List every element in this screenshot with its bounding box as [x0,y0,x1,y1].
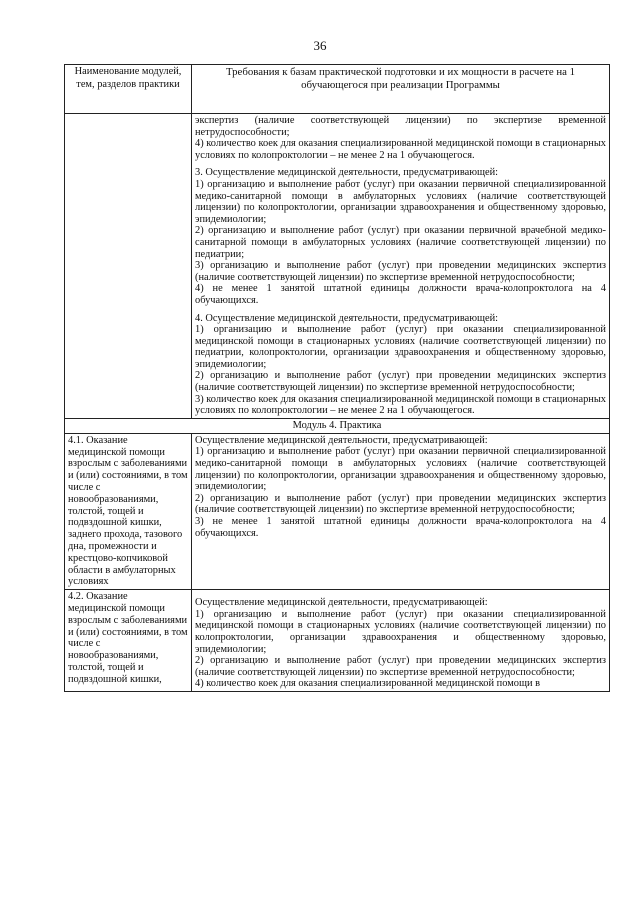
topic-cell: 4.2. Оказание медицинской помощи взрослым с заболеваниями и (или) состояниями, в том числе с новообразованиями, толстой, тощей и подвздошной кишки, [65,590,192,692]
requirement-line: 2) организацию и выполнение работ (услуг) при оказании первичной врачебной медико-санитарной помощи в амбулаторных условиях (наличие соответствующей лицензии) по педиатрии; [195,225,606,260]
requirement-line: Осуществление медицинской деятельности, предусматривающей: [195,597,488,609]
module-title-row [65,418,610,433]
requirement-line: 1) организацию и выполнение работ (услуг) при оказании специализированной медицинской помощи в стационарных условиях (наличие соответствующей лицензии) по педиатрии, колопроктологии, организации здравоохранения и общественному здоровью, эпидемиологии; [195,324,606,370]
header-module-name: Наименование модулей, тем, разделов практики [65,65,192,114]
requirement-line: 3) не менее 1 занятой штатной единицы должности врача-колопроктолога на 4 обучающихся. [195,516,606,539]
requirement-line: экспертиз (наличие соответствующей лицензии) по экспертизе временной нетрудоспособности; [195,115,606,138]
requirement-line: 4) количество коек для оказания специализированной медицинской помощи в стационарных условиях по колопроктологии – не менее 2 на 1 обучающегося. [195,138,606,161]
practice-bases-table [64,64,610,692]
requirement-line: 2) организацию и выполнение работ (услуг) при проведении медицинских экспертиз (наличие соответствующей лицензии) по экспертизе временной нетрудоспособности; [195,370,606,394]
requirement-line: 4) количество коек для оказания специализированной медицинской помощи в [195,678,541,690]
requirement-line: 4. Осуществление медицинской деятельности, предусматривающей: [195,312,499,324]
requirements-cell [192,433,610,589]
table-header-row [65,65,610,114]
requirement-line: Осуществление медицинской деятельности, предусматривающей: [195,434,488,446]
topic-cell-empty [65,114,192,419]
requirement-line: 2) организацию и выполнение работ (услуг) при проведении медицинских экспертиз (наличие соответствующей лицензии) по экспертизе временной нетрудоспособности; [195,655,606,678]
page-number: 36 [313,38,327,53]
header-requirements: Требования к базам практической подготовки и их мощности в расчете на 1 обучающегося при реализации Программы [192,65,610,114]
topic-cell: 4.1. Оказание медицинской помощи взрослым с заболеваниями и (или) состояниями, в том числе с новообразованиями, толстой, тощей и подвздошной кишки, заднего прохода, тазового дна, промежности и крестцово-копчиковой области в амбулаторных условиях [65,433,192,589]
requirement-line: 3) количество коек для оказания специализированной медицинской помощи в стационарных условиях по колопроктологии – не менее 2 на 1 обучающегося. [195,393,606,417]
requirement-line: 3. Осуществление медицинской деятельности, предусматривающей: [195,167,499,179]
requirement-line: 1) организацию и выполнение работ (услуг) при оказании специализированной медицинской помощи в стационарных условиях (наличие соответствующей лицензии) по колопроктологии, организации здравоохранения и общественному здоровью, эпидемиологии; [195,608,606,655]
requirements-cell [192,590,610,692]
requirement-line: 4) не менее 1 занятой штатной единицы должности врача-колопроктолога на 4 обучающихся. [195,283,606,306]
table-row [65,433,610,589]
requirements-cell [192,114,610,419]
requirement-line: 3) организацию и выполнение работ (услуг) при проведении медицинских экспертиз (наличие соответствующей лицензии) по экспертизе временной нетрудоспособности; [195,260,606,283]
module-title: Модуль 4. Практика [65,418,610,433]
table-row [65,590,610,692]
table-row [65,114,610,419]
requirement-line: 1) организацию и выполнение работ (услуг) при оказании первичной специализированной медико-санитарной помощи в амбулаторных условиях (наличие соответствующей лицензии) по колопроктологии, организации здравоохранения и общественному здоровью, эпидемиологии; [195,446,606,493]
requirement-line: 2) организацию и выполнение работ (услуг) при проведении медицинских экспертиз (наличие соответствующей лицензии) по экспертизе временной нетрудоспособности; [195,492,606,516]
requirement-line: 1) организацию и выполнение работ (услуг) при оказании первичной специализированной медико-санитарной помощи в амбулаторных условиях (наличие соответствующей лицензии) по колопроктологии, организации здравоохранения и общественному здоровью, эпидемиологии; [195,178,606,225]
